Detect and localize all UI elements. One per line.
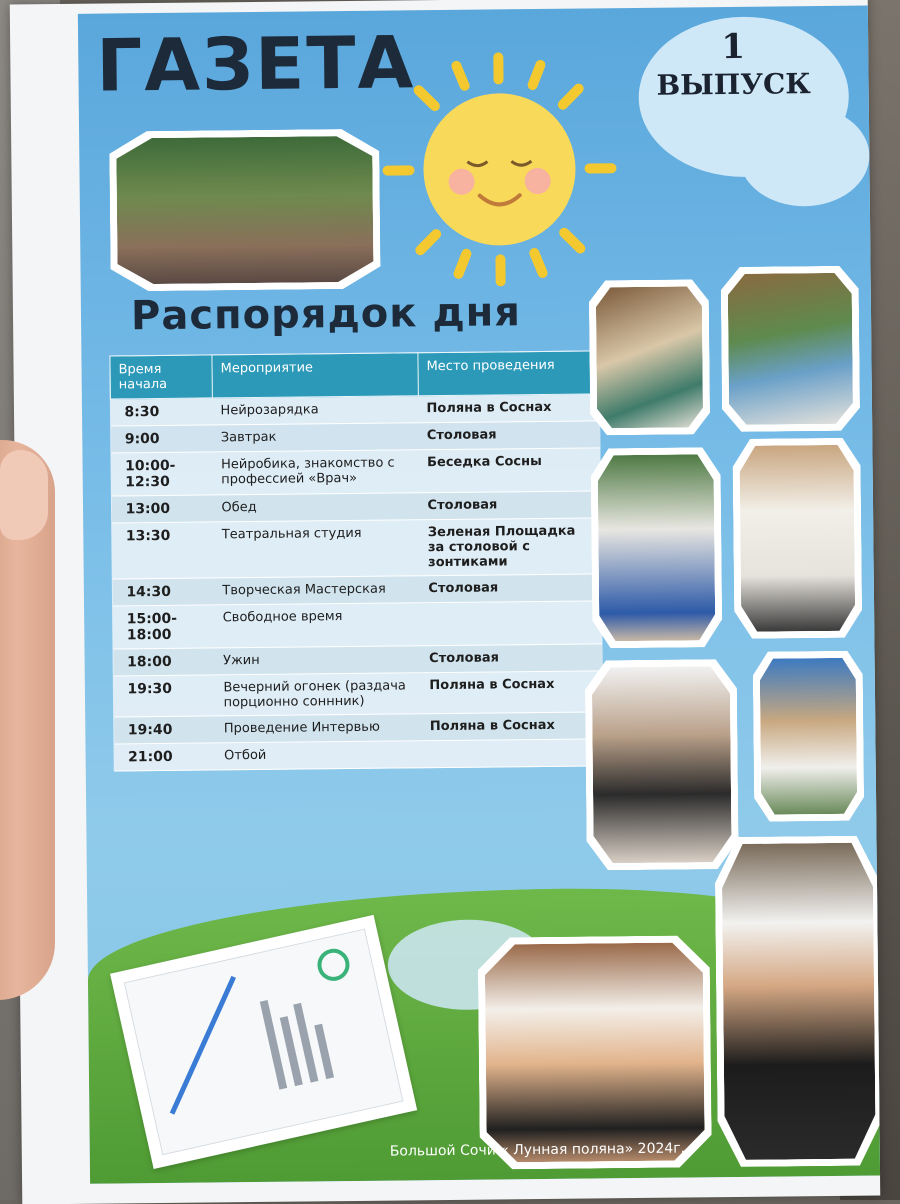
photo-boy-doctor [590,447,722,648]
table-row [113,671,602,717]
row-time: 10:00-12:30 [111,452,213,496]
row-place [421,601,602,646]
table-row [111,448,600,496]
row-activity: Обед [213,493,419,522]
row-activity: Ужин [215,646,421,675]
issue-badge [638,26,829,104]
cloud-top-right-small [739,106,870,207]
row-activity: Проведение Интервью [216,714,422,743]
row-activity: Театральная студия [214,520,421,578]
row-place: Беседка Сосны [419,448,600,493]
photo-cooking-kids [585,659,739,871]
row-place: Зеленая Площадка за столовой с зонтиками [420,518,602,576]
thumb [0,450,48,540]
photo-boy-chef [714,835,880,1167]
table-row [113,601,602,649]
sun-icon [378,48,621,291]
photo-two-girls [753,651,865,822]
row-time: 14:30 [112,578,214,606]
row-place: Поляна в Соснах [418,394,599,423]
row-activity: Творческая Мастерская [214,576,420,605]
photo-girl-chef [478,935,712,1169]
row-activity: Нейробика, знакомство с профессией «Врач» [213,450,419,495]
schedule-heading: Распорядок дня [131,289,521,339]
poster [78,6,880,1184]
column-header-time: Время начала [110,355,212,399]
photo-drawing-kids [721,266,861,432]
row-time: 9:00 [111,425,213,453]
row-place: Столовая [421,644,602,673]
row-time: 19:30 [113,675,215,717]
row-activity: Нейрозарядка [212,396,418,425]
photo-craft-table [589,279,711,435]
row-place: Столовая [419,421,600,450]
row-time: 19:40 [114,716,216,744]
newspaper-title: ГАЗЕТА [96,20,416,107]
column-header-activity: Мероприятие [212,353,418,398]
row-place: Столовая [419,491,600,520]
row-activity: Свободное время [215,603,421,648]
table-row [112,518,602,579]
row-place [422,739,603,768]
row-time: 13:00 [111,495,213,523]
row-time: 8:30 [110,398,212,426]
column-header-place: Место проведения [418,351,599,396]
row-activity: Вечерний огонек (раздача порционно соннник) [215,673,421,716]
issue-label: ВЫПУСК [638,66,828,104]
row-time: 21:00 [114,743,216,771]
row-time: 15:00-18:00 [113,605,215,649]
table-row [114,739,603,771]
row-place: Поляна в Соснах [421,671,602,714]
row-time: 13:30 [112,522,215,579]
row-place: Столовая [420,574,601,603]
issue-number: 1 [638,26,828,68]
row-activity: Завтрак [213,423,419,452]
schedule-header-row [110,351,599,399]
row-activity: Отбой [216,741,422,770]
row-time: 18:00 [113,648,215,676]
newspaper-sheet [10,0,881,1204]
photo-child-doctor [732,438,862,639]
row-place: Поляна в Соснах [422,712,603,741]
schedule-table [109,350,603,771]
photo-camp-gathering [109,129,381,292]
footer-credit: Большой Сочи « Лунная поляна» 2024г. [390,1141,685,1160]
